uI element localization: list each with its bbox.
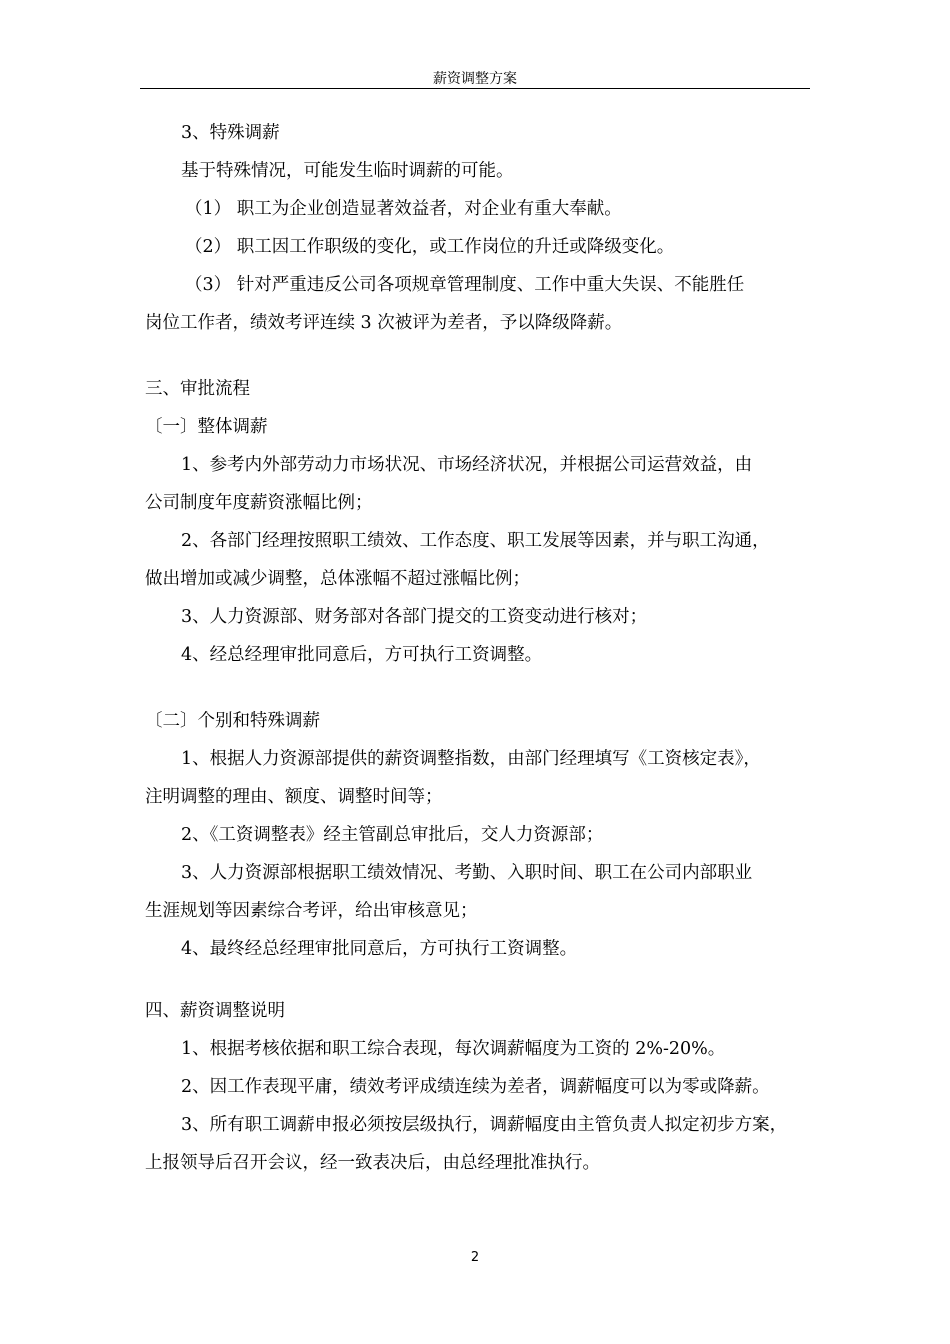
- page-header-title: 薪资调整方案: [433, 71, 517, 87]
- adjustment-note-3-line-1: 3、所有职工调薪申报必须按层级执行，调薪幅度由主管负责人拟定初步方案，: [181, 1115, 788, 1135]
- special-raise-item-2: （2） 职工因工作职级的变化，或工作岗位的升迁或降级变化。: [185, 237, 675, 257]
- adjustment-note-1: 1、根据考核依据和职工综合表现，每次调薪幅度为工资的 2%-20%。: [181, 1039, 726, 1059]
- section-spacer: [145, 342, 810, 370]
- section-spacer: [145, 674, 810, 702]
- document-body: [145, 114, 810, 1182]
- overall-raise-step-2-line-1: 2、各部门经理按照职工绩效、工作态度、职工发展等因素，并与职工沟通，: [181, 531, 770, 551]
- overall-raise-subheading: 〔一〕整体调薪: [145, 417, 268, 437]
- overall-raise-step-1-line-2: 公司制度年度薪资涨幅比例；: [145, 493, 373, 513]
- approval-process-heading: 三、审批流程: [145, 379, 250, 399]
- individual-raise-step-4: 4、最终经总经理审批同意后，方可执行工资调整。: [181, 939, 578, 959]
- adjustment-note-3-line-2: 上报领导后召开会议，经一致表决后，由总经理批准执行。: [145, 1153, 600, 1173]
- individual-raise-step-1-line-1: 1、根据人力资源部提供的薪资调整指数，由部门经理填写《工资核定表》，: [181, 749, 761, 769]
- individual-raise-step-2: 2、《工资调整表》经主管副总审批后，交人力资源部；: [181, 825, 604, 845]
- special-raise-item-3-line-2: 岗位工作者，绩效考评连续 3 次被评为差者，予以降级降薪。: [145, 313, 623, 333]
- individual-raise-step-3-line-1: 3、人力资源部根据职工绩效情况、考勤、入职时间、职工在公司内部职业: [181, 863, 753, 883]
- special-raise-item-3-line-1: （3） 针对严重违反公司各项规章管理制度、工作中重大失误、不能胜任: [185, 275, 745, 295]
- individual-raise-subheading: 〔二〕个别和特殊调薪: [145, 711, 320, 731]
- overall-raise-step-3: 3、人力资源部、财务部对各部门提交的工资变动进行核对；: [181, 607, 648, 627]
- individual-raise-step-3-line-2: 生涯规划等因素综合考评，给出审核意见；: [145, 901, 478, 921]
- adjustment-note-2: 2、因工作表现平庸，绩效考评成绩连续为差者，调薪幅度可以为零或降薪。: [181, 1077, 770, 1097]
- special-raise-intro: 基于特殊情况，可能发生临时调薪的可能。: [181, 161, 514, 181]
- individual-raise-step-1-line-2: 注明调整的理由、额度、调整时间等；: [145, 787, 443, 807]
- special-raise-heading: 3、特殊调薪: [181, 123, 280, 143]
- section-spacer: [145, 968, 810, 992]
- overall-raise-step-2-line-2: 做出增加或减少调整，总体涨幅不超过涨幅比例；: [145, 569, 530, 589]
- page-number: 2: [470, 1250, 480, 1265]
- overall-raise-step-1-line-1: 1、参考内外部劳动力市场状况、市场经济状况，并根据公司运营效益，由: [181, 455, 753, 475]
- overall-raise-step-4: 4、经总经理审批同意后，方可执行工资调整。: [181, 645, 543, 665]
- adjustment-notes-heading: 四、薪资调整说明: [145, 1001, 285, 1021]
- special-raise-item-1: （1） 职工为企业创造显著效益者，对企业有重大奉献。: [185, 199, 622, 219]
- header-divider: [140, 88, 810, 89]
